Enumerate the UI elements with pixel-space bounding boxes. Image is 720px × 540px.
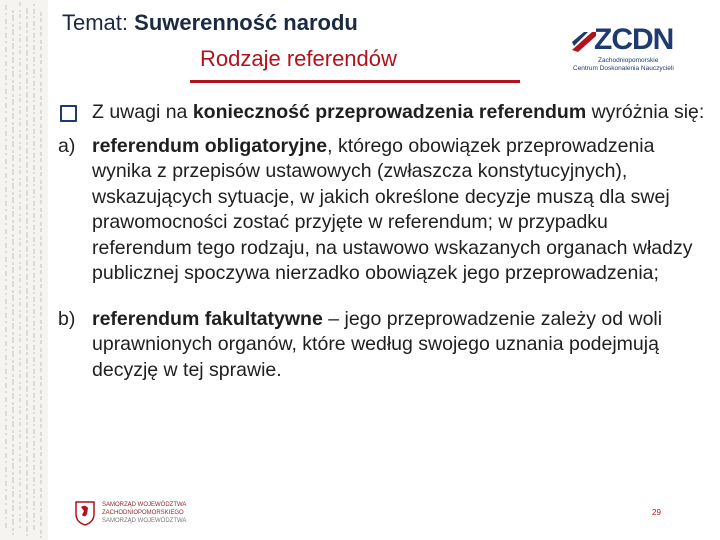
slide-content [58, 100, 708, 383]
slide-title [62, 10, 358, 36]
page-number: 29 [652, 508, 661, 517]
intro-bullet [58, 100, 708, 126]
handwritten-decoration-strip [0, 0, 48, 540]
intro-text-1: Z uwagi na [92, 101, 193, 123]
list-item-b [58, 307, 708, 384]
emblem-line-1: SAMORZĄD WOJEWÓDZTWA [102, 502, 187, 508]
item-a-text: , którego obowiązek przeprowadzenia wynika z przepisów ustawowych (zwłaszcza konstytucyjnych), wskazujących sytuacje, w jakich określone decyzje muszą dla swej prawomocności zostać przyjęte w referendum; w przypadku referendum tego rodzaju, na ustawowo wskazanych organach władzy publicznej spoczywa nierzadko obowiązek jego przeprowadzenia; [92, 134, 693, 284]
item-a-term: referendum obligatoryjne [92, 134, 328, 157]
title-prefix: Temat: [62, 10, 135, 35]
item-b-text: – jego przeprowadzenie zależy od woli uprawnionych organów, które według swojego uznania podejmują decyzję w tej sprawie. [92, 307, 663, 381]
emblem-line-2: ZACHODNIOPOMORSKIEGO [102, 510, 184, 516]
list-marker-a: a) [58, 134, 76, 157]
zcdn-logo-mark-icon [570, 28, 596, 54]
slide-subtitle: Rodzaje referendów [200, 46, 397, 71]
logo-name: ZCDN [594, 23, 674, 56]
list-item-a [58, 134, 708, 287]
intro-text-3: wyróżnia się: [586, 101, 705, 123]
voivodeship-emblem [72, 498, 192, 530]
logo-line-2: Centrum Doskonalenia Nauczycieli [573, 65, 674, 72]
intro-text-bold: konieczność przeprowadzenia referendum [192, 101, 587, 123]
checkbox-bullet-icon [60, 105, 77, 122]
emblem-line-3: SAMORZĄD WOJEWÓDZTWA [102, 518, 187, 524]
logo-line-1: Zachodniopomorskie [598, 57, 659, 64]
item-b-term: referendum fakultatywne [92, 307, 323, 330]
title-divider [190, 80, 520, 83]
griffin-emblem-icon [72, 498, 98, 526]
zcdn-logo [570, 23, 688, 74]
list-marker-b: b) [58, 307, 76, 330]
handwriting-texture [0, 0, 48, 540]
title-topic: Suwerenność narodu [134, 10, 358, 35]
